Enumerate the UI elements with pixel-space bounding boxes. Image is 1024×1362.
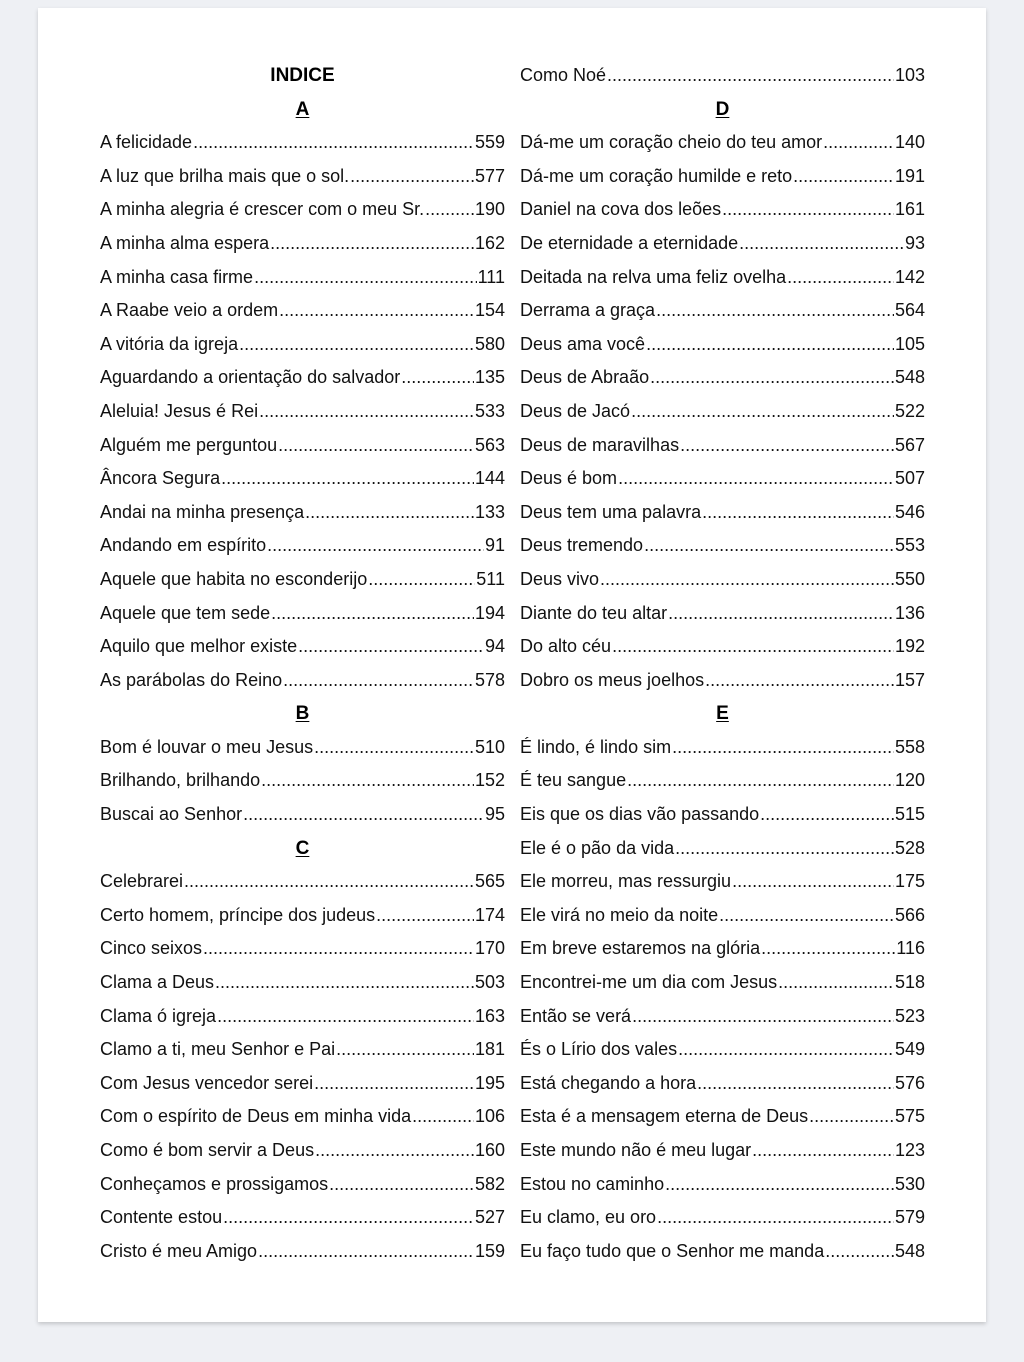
dot-leader [336, 1033, 474, 1067]
index-entry [520, 496, 925, 530]
dot-leader [412, 1100, 474, 1134]
entry-title: Andai na minha presença [100, 501, 305, 522]
entry-title: As parábolas do Reino [100, 669, 283, 690]
index-left-column [100, 59, 505, 1268]
section-letter-text: C [295, 837, 310, 859]
entry-title: Este mundo não é meu lugar [520, 1140, 752, 1160]
dot-leader [270, 227, 474, 261]
entry-title: Está chegando a hora [520, 1072, 697, 1093]
index-entry [100, 798, 505, 832]
entry-page-number: 548 [894, 367, 925, 388]
dot-leader [607, 59, 894, 93]
entry-page-number: 140 [894, 132, 925, 153]
entry-page-number: 95 [484, 804, 505, 825]
entry-page-number: 135 [474, 367, 505, 388]
dot-leader [632, 1000, 894, 1034]
entry-page-number: 154 [474, 300, 505, 321]
entry-page-number: 564 [894, 300, 925, 321]
index-entry [100, 1033, 505, 1067]
entry-title: A minha alegria é crescer com o meu Sr. [100, 199, 425, 220]
index-entry [100, 496, 505, 530]
entry-page-number: 511 [476, 568, 505, 589]
index-entry [100, 1168, 505, 1202]
index-entry [520, 193, 925, 227]
entry-page-number: 181 [474, 1039, 505, 1060]
entry-title: Encontrei-me um dia com Jesus [520, 972, 778, 993]
index-entry [100, 529, 505, 563]
entry-page-number: 160 [474, 1140, 505, 1160]
dot-leader [657, 1201, 894, 1235]
dot-leader [223, 1201, 474, 1235]
section-letter [520, 697, 925, 731]
index-entry [100, 630, 505, 664]
entry-title: Aquele que tem sede [100, 602, 271, 623]
index-entry [520, 160, 925, 194]
index-entry [100, 1134, 505, 1168]
entry-title: É teu sangue [520, 770, 627, 791]
dot-leader [239, 328, 474, 362]
index-entry [100, 1235, 505, 1269]
index-title: INDICE [270, 65, 335, 86]
index-entry [100, 664, 505, 698]
index-entry [100, 193, 505, 227]
entry-title: Conheçamos e prossigamos [100, 1173, 329, 1194]
dot-leader [376, 899, 474, 933]
entry-page-number: 161 [894, 199, 925, 220]
dot-leader [787, 261, 894, 295]
entry-page-number: 116 [896, 938, 925, 959]
entry-page-number: 503 [474, 972, 505, 993]
index-entry [100, 597, 505, 631]
dot-leader [705, 664, 894, 698]
entry-title: Buscai ao Senhor [100, 804, 243, 825]
entry-title: Clama ó igreja [100, 1005, 217, 1026]
entry-page-number: 548 [894, 1240, 925, 1261]
entry-page-number: 523 [894, 1005, 925, 1026]
dot-leader [656, 294, 894, 328]
index-entry [520, 261, 925, 295]
dot-leader [368, 563, 475, 597]
entry-title: Dá-me um coração cheio do teu amor [520, 132, 823, 153]
entry-page-number: 91 [484, 535, 505, 556]
index-entry [100, 227, 505, 261]
dot-leader [650, 361, 894, 395]
dot-leader [314, 731, 474, 765]
entry-page-number: 553 [894, 535, 925, 556]
entry-title: Bom é louvar o meu Jesus [100, 736, 314, 757]
dot-leader [184, 865, 474, 899]
index-entry [520, 227, 925, 261]
entry-page-number: 120 [894, 770, 925, 791]
index-entry [100, 395, 505, 429]
index-entry [520, 563, 925, 597]
dot-leader [627, 764, 894, 798]
entry-title: Eis que os dias vão passando [520, 804, 760, 825]
dot-leader [215, 966, 474, 1000]
entry-page-number: 579 [894, 1207, 925, 1228]
entry-title: Clama a Deus [100, 972, 215, 993]
entry-title: Então se verá [520, 1005, 632, 1026]
dot-leader [283, 664, 474, 698]
dot-leader [271, 597, 474, 631]
entry-title: Deus é bom [520, 468, 618, 489]
dot-leader [702, 496, 894, 530]
entry-title: Diante do teu altar [520, 602, 668, 623]
entry-title: Estou no caminho [520, 1173, 665, 1194]
entry-title: A minha alma espera [100, 232, 270, 253]
dot-leader [278, 429, 474, 463]
dot-leader [279, 294, 474, 328]
entry-title: Eu clamo, eu oro [520, 1207, 657, 1228]
dot-leader [259, 395, 474, 429]
entry-title: Deus ama você [520, 333, 646, 354]
entry-page-number: 157 [894, 669, 925, 690]
entry-page-number: 94 [484, 636, 505, 657]
entry-title: Deus tremendo [520, 535, 644, 556]
entry-title: Deus de Jacó [520, 400, 631, 421]
entry-title: Como Noé [520, 65, 607, 85]
dot-leader [719, 899, 894, 933]
index-entry [520, 1134, 925, 1168]
entry-title: Aleluia! Jesus é Rei [100, 400, 259, 421]
entry-page-number: 528 [894, 837, 925, 858]
entry-title: Deitada na relva uma feliz ovelha [520, 266, 787, 287]
index-entry [520, 1067, 925, 1101]
section-letter [100, 697, 505, 731]
dot-leader [760, 798, 894, 832]
entry-title: Em breve estaremos na glória [520, 938, 761, 959]
entry-title: Âncora Segura [100, 468, 221, 489]
entry-page-number: 175 [894, 871, 925, 892]
entry-page-number: 111 [477, 266, 505, 287]
section-letter-text: E [716, 703, 729, 725]
index-entry [100, 429, 505, 463]
entry-page-number: 582 [474, 1173, 505, 1194]
dot-leader [678, 1033, 894, 1067]
entry-title: De eternidade a eternidade [520, 232, 739, 253]
index-entry [100, 1000, 505, 1034]
dot-leader [675, 832, 894, 866]
dot-leader [314, 1067, 474, 1101]
index-entry [520, 798, 925, 832]
entry-title: Alguém me perguntou [100, 434, 278, 455]
index-entry [520, 664, 925, 698]
entry-page-number: 558 [894, 736, 925, 757]
section-letter-text: D [715, 98, 730, 120]
index-entry [100, 563, 505, 597]
entry-page-number: 105 [894, 333, 925, 354]
entry-title: Aguardando a orientação do salvador [100, 367, 401, 388]
index-entry [100, 932, 505, 966]
index-entry [100, 126, 505, 160]
entry-page-number: 136 [894, 602, 925, 623]
dot-leader [631, 395, 894, 429]
index-entry [520, 361, 925, 395]
dot-leader [778, 966, 894, 1000]
entry-page-number: 518 [894, 972, 925, 993]
index-entry [100, 1201, 505, 1235]
entry-title: Como é bom servir a Deus [100, 1140, 315, 1160]
entry-page-number: 191 [894, 165, 925, 186]
index-entry [520, 395, 925, 429]
index-entry [520, 1235, 925, 1269]
entry-title: Com Jesus vencedor serei [100, 1072, 314, 1093]
dot-leader [329, 1168, 474, 1202]
entry-title: É lindo, é lindo sim [520, 736, 672, 757]
entry-title: Cinco seixos [100, 938, 203, 959]
entry-page-number: 515 [894, 804, 925, 825]
dot-leader [243, 798, 484, 832]
entry-page-number: 559 [474, 132, 505, 153]
entry-page-number: 522 [894, 400, 925, 421]
index-entry [520, 529, 925, 563]
entry-title: Esta é a mensagem eterna de Deus [520, 1106, 809, 1127]
entry-page-number: 575 [894, 1106, 925, 1127]
dot-leader [425, 193, 474, 227]
index-entry [100, 462, 505, 496]
entry-page-number: 195 [474, 1072, 505, 1093]
entry-page-number: 546 [894, 501, 925, 522]
index-entry [520, 1201, 925, 1235]
dot-leader [668, 597, 894, 631]
entry-title: A vitória da igreja [100, 333, 239, 354]
dot-leader [761, 932, 895, 966]
dot-leader [825, 1235, 894, 1269]
index-right-column [520, 59, 925, 1268]
index-entry [520, 328, 925, 362]
index-entry [520, 429, 925, 463]
dot-leader [793, 160, 894, 194]
entry-page-number: 170 [474, 938, 505, 959]
entry-title: Clamo a ti, meu Senhor e Pai [100, 1039, 336, 1060]
entry-title: Certo homem, príncipe dos judeus [100, 904, 376, 925]
index-entry [520, 966, 925, 1000]
document-page [38, 8, 986, 1322]
index-entry [520, 865, 925, 899]
index-entry [520, 1033, 925, 1067]
entry-page-number: 576 [894, 1072, 925, 1093]
dot-leader [298, 630, 484, 664]
entry-title: A luz que brilha mais que o sol. [100, 165, 350, 186]
index-entry [520, 126, 925, 160]
index-entry [100, 731, 505, 765]
dot-leader [672, 731, 894, 765]
index-entry [100, 361, 505, 395]
index-entry [520, 597, 925, 631]
entry-title: A felicidade [100, 132, 193, 153]
entry-page-number: 142 [894, 266, 925, 287]
index-entry [100, 328, 505, 362]
entry-page-number: 580 [474, 333, 505, 354]
dot-leader [612, 630, 894, 664]
section-letter-text: B [295, 703, 310, 725]
dot-leader [217, 1000, 474, 1034]
entry-title: Com o espírito de Deus em minha vida [100, 1106, 412, 1127]
index-entry [520, 899, 925, 933]
entry-page-number: 527 [474, 1207, 505, 1228]
index-entry [100, 1100, 505, 1134]
entry-page-number: 577 [474, 165, 505, 186]
entry-page-number: 144 [474, 468, 505, 489]
entry-page-number: 152 [474, 770, 505, 791]
section-letter [100, 832, 505, 866]
index-entry [100, 1067, 505, 1101]
entry-title: Ele é o pão da vida [520, 837, 675, 858]
index-entry [100, 899, 505, 933]
entry-page-number: 159 [474, 1240, 505, 1261]
entry-title: Deus de maravilhas [520, 434, 680, 455]
entry-title: Ele virá no meio da noite [520, 904, 719, 925]
entry-title: Ele morreu, mas ressurgiu [520, 871, 732, 892]
entry-title: Eu faço tudo que o Senhor me manda [520, 1240, 825, 1261]
entry-title: Dobro os meus joelhos [520, 669, 705, 690]
entry-page-number: 563 [474, 434, 505, 455]
entry-title: És o Lírio dos vales [520, 1039, 678, 1060]
dot-leader [739, 227, 904, 261]
index-entry [520, 932, 925, 966]
entry-page-number: 530 [894, 1173, 925, 1194]
entry-page-number: 162 [474, 232, 505, 253]
index-entry [520, 1168, 925, 1202]
entry-title: Contente estou [100, 1207, 223, 1228]
entry-title: Aquilo que melhor existe [100, 636, 298, 657]
entry-page-number: 133 [474, 501, 505, 522]
index-entry [520, 59, 925, 93]
entry-page-number: 533 [474, 400, 505, 421]
dot-leader [809, 1100, 894, 1134]
entry-page-number: 567 [894, 434, 925, 455]
entry-page-number: 566 [894, 904, 925, 925]
section-letter-text: A [295, 98, 310, 120]
entry-title: Deus de Abraão [520, 367, 650, 388]
dot-leader [203, 932, 474, 966]
entry-page-number: 190 [474, 199, 505, 220]
entry-page-number: 565 [474, 871, 505, 892]
entry-page-number: 194 [474, 602, 505, 623]
index-entry [520, 764, 925, 798]
dot-leader [261, 764, 474, 798]
index-entry [520, 462, 925, 496]
dot-leader [644, 529, 894, 563]
entry-title: Deus vivo [520, 568, 600, 589]
index-entry [520, 1000, 925, 1034]
dot-leader [221, 462, 474, 496]
entry-page-number: 103 [894, 65, 925, 85]
entry-title: Daniel na cova dos leões [520, 199, 722, 220]
entry-page-number: 192 [894, 636, 925, 657]
dot-leader [315, 1134, 474, 1168]
entry-page-number: 93 [904, 232, 925, 253]
index-entry [100, 865, 505, 899]
dot-leader [258, 1235, 474, 1269]
entry-page-number: 510 [474, 736, 505, 757]
entry-page-number: 174 [474, 904, 505, 925]
entry-title: Derrama a graça [520, 300, 656, 321]
index-entry [520, 832, 925, 866]
index-entry [100, 764, 505, 798]
index-entry [520, 294, 925, 328]
entry-title: A minha casa firme [100, 266, 254, 287]
entry-page-number: 578 [474, 669, 505, 690]
index-entry [100, 261, 505, 295]
entry-title: A Raabe veio a ordem [100, 300, 279, 321]
entry-title: Brilhando, brilhando [100, 770, 261, 791]
dot-leader [752, 1134, 894, 1168]
dot-leader [305, 496, 474, 530]
entry-page-number: 163 [474, 1005, 505, 1026]
dot-leader [267, 529, 484, 563]
dot-leader [600, 563, 894, 597]
dot-leader [823, 126, 894, 160]
index-entry [100, 966, 505, 1000]
entry-title: Deus tem uma palavra [520, 501, 702, 522]
dot-leader [732, 865, 894, 899]
dot-leader [401, 361, 474, 395]
dot-leader [646, 328, 894, 362]
entry-page-number: 106 [474, 1106, 505, 1127]
index-entry [100, 294, 505, 328]
index-entry [100, 160, 505, 194]
entry-page-number: 123 [894, 1140, 925, 1160]
dot-leader [665, 1168, 894, 1202]
index-entry [520, 630, 925, 664]
entry-title: Andando em espírito [100, 535, 267, 556]
dot-leader [618, 462, 894, 496]
entry-title: Cristo é meu Amigo [100, 1240, 258, 1261]
dot-leader [680, 429, 894, 463]
entry-title: Dá-me um coração humilde e reto [520, 165, 793, 186]
section-letter [520, 93, 925, 127]
dot-leader [722, 193, 894, 227]
entry-title: Celebrarei [100, 871, 184, 892]
index-entry [520, 1100, 925, 1134]
dot-leader [350, 160, 474, 194]
entry-page-number: 507 [894, 468, 925, 489]
dot-leader [193, 126, 474, 160]
entry-title: Aquele que habita no esconderijo [100, 568, 368, 589]
entry-page-number: 549 [894, 1039, 925, 1060]
entry-page-number: 550 [894, 568, 925, 589]
dot-leader [254, 261, 477, 295]
dot-leader [697, 1067, 894, 1101]
index-entry [520, 731, 925, 765]
section-letter [100, 93, 505, 127]
entry-title: Do alto céu [520, 636, 612, 657]
